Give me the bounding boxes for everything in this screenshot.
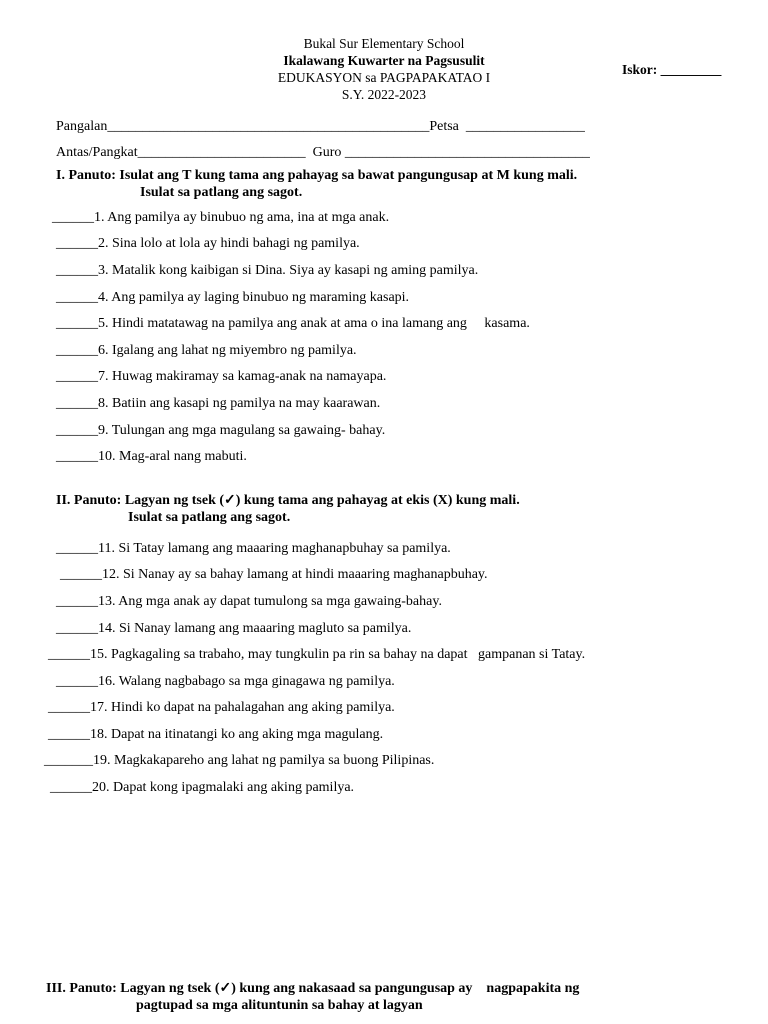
list-item: ______20. Dapat kong ipagmalaki ang aking pamilya. bbox=[50, 780, 355, 795]
list-item: ______15. Pagkagaling sa trabaho, may tungkulin pa rin sa bahay na dapat gampanan si Tatay. bbox=[48, 647, 586, 662]
part1-instruction-cont: Isulat sa patlang ang sagot. bbox=[140, 185, 303, 200]
score-label: Iskor: _________ bbox=[622, 62, 722, 77]
list-item: ______14. Si Nanay lamang ang maaaring magluto sa pamilya. bbox=[56, 621, 412, 636]
list-item: ______7. Huwag makiramay sa kamag-anak na namayapa. bbox=[56, 369, 387, 384]
list-item: ______8. Batiin ang kasapi ng pamilya na may kaarawan. bbox=[56, 396, 381, 411]
exam-title: Ikalawang Kuwarter na Pagsusulit bbox=[283, 53, 485, 68]
grade-teacher-field: Antas/Pangkat________________________ Guro ___________________________________ bbox=[56, 145, 590, 160]
list-item: ______4. Ang pamilya ay laging binubuo ng maraming kasapi. bbox=[56, 290, 410, 305]
part3-instruction: III. Panuto: Lagyan ng tsek (✓) kung ang nakasaad sa pangungusap ay nagpapakita ng bbox=[46, 981, 580, 996]
list-item: ______16. Walang nagbabago sa mga ginagawa ng pamilya. bbox=[56, 674, 395, 689]
list-item: ______2. Sina lolo at lola ay hindi bahagi ng pamilya. bbox=[56, 236, 360, 251]
list-item: ______12. Si Nanay ay sa bahay lamang at hindi maaaring maghanapbuhay. bbox=[60, 567, 488, 582]
part2-instruction: II. Panuto: Lagyan ng tsek (✓) kung tama ang pahayag at ekis (X) kung mali. bbox=[56, 493, 520, 508]
list-item: ______18. Dapat na itinatangi ko ang aking mga magulang. bbox=[48, 727, 384, 742]
list-item: ______17. Hindi ko dapat na pahalagahan ang aking pamilya. bbox=[48, 700, 395, 715]
part1-instruction: I. Panuto: Isulat ang T kung tama ang pahayag sa bawat pangungusap at M kung mali. bbox=[56, 168, 578, 183]
part3-instruction-cont: pagtupad sa mga alituntunin sa bahay at lagyan bbox=[136, 998, 423, 1013]
list-item: ______11. Si Tatay lamang ang maaaring maghanapbuhay sa pamilya. bbox=[56, 541, 451, 556]
list-item: ______5. Hindi matatawag na pamilya ang anak at ama o ina lamang ang kasama. bbox=[56, 316, 530, 331]
list-item: ______6. Igalang ang lahat ng miyembro ng pamilya. bbox=[56, 343, 357, 358]
list-item: _______19. Magkakapareho ang lahat ng pamilya sa buong Pilipinas. bbox=[44, 753, 435, 768]
part2-instruction-cont: Isulat sa patlang ang sagot. bbox=[128, 510, 291, 525]
list-item: ______9. Tulungan ang mga magulang sa gawaing- bahay. bbox=[56, 423, 386, 438]
name-date-field: Pangalan______________________________________________Petsa _________________ bbox=[56, 119, 585, 134]
school-year: S.Y. 2022-2023 bbox=[341, 87, 427, 102]
list-item: ______10. Mag-aral nang mabuti. bbox=[56, 449, 247, 464]
list-item: ______3. Matalik kong kaibigan si Dina. Siya ay kasapi ng aming pamilya. bbox=[56, 263, 479, 278]
subject-title: EDUKASYON sa PAGPAPAKATAO I bbox=[277, 70, 491, 85]
school-name: Bukal Sur Elementary School bbox=[303, 36, 465, 51]
list-item: ______1. Ang pamilya ay binubuo ng ama, ina at mga anak. bbox=[52, 210, 390, 225]
list-item: ______13. Ang mga anak ay dapat tumulong sa mga gawaing-bahay. bbox=[56, 594, 442, 609]
